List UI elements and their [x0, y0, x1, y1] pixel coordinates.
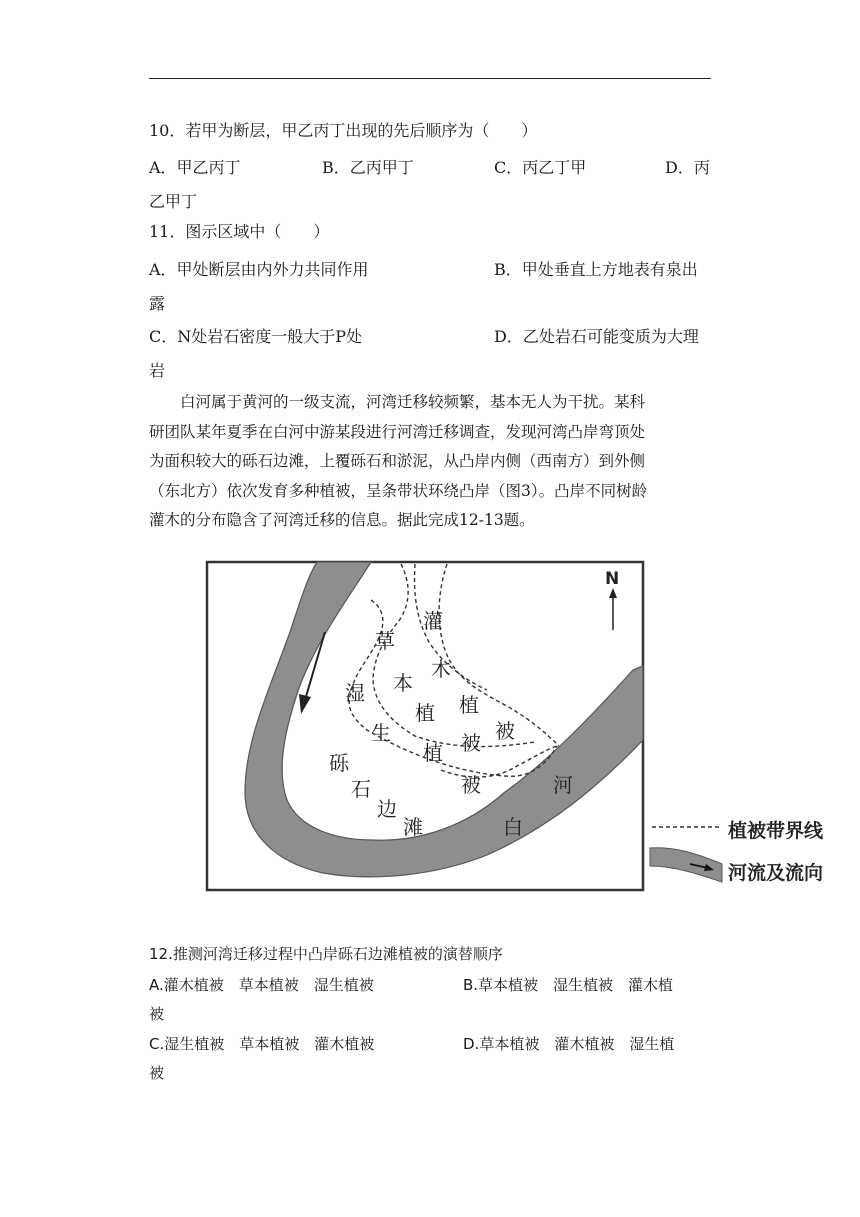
wet-zone-char: 被 [461, 773, 481, 797]
q12-option-d: D.草本植被 灌木植被 湿生植 [463, 1035, 675, 1053]
shrub-zone-char: 植 [459, 693, 479, 717]
q11-option-b-cont: 露 [149, 294, 166, 313]
passage-line: 为面积较大的砾石边滩，上覆砾石和淤泥，从凸岸内侧（西南方）到外侧 [149, 452, 646, 470]
wet-zone-char: 湿 [345, 681, 365, 705]
q12-option-d-cont: 被 [149, 1064, 165, 1082]
gravel-zone-char: 砾 [329, 751, 349, 775]
river-name-char: 白 [503, 815, 523, 839]
q11-option-d: D．乙处岩石可能变质为大理 [494, 327, 699, 346]
q11-option-a: A．甲处断层由内外力共同作用 [149, 260, 369, 279]
north-label: N [605, 569, 620, 589]
legend-river-label: 河流及流向 [728, 862, 824, 884]
herb-zone-char: 被 [461, 731, 481, 755]
passage-line: 白河属于黄河的一级支流，河湾迁移较频繁，基本无人为干扰。某科 [149, 393, 646, 411]
herb-zone-char: 本 [393, 671, 413, 695]
q10-option-c: C．丙乙丁甲 [494, 158, 587, 177]
q12-option-b-cont: 被 [149, 1005, 165, 1023]
q10-option-d: D．丙 [665, 158, 710, 177]
question-10-stem: 10．若甲为断层，甲乙丙丁出现的先后顺序为（ ） [149, 121, 538, 140]
question-11-stem: 11．图示区域中（ ） [149, 222, 330, 241]
passage-line: （东北方）依次发育多种植被，呈条带状环绕凸岸（图3）。凸岸不同树龄 [149, 481, 648, 500]
q12-option-c: C.湿生植被 草本植被 灌木植被 [149, 1035, 375, 1053]
herb-zone-char: 植 [415, 701, 435, 725]
reading-passage [149, 388, 714, 536]
river-bend-map [205, 560, 645, 892]
q11-option-d-cont: 岩 [149, 361, 166, 380]
legend-symbols [648, 812, 728, 886]
wet-zone-char: 植 [423, 741, 443, 765]
shrub-zone-char: 被 [495, 719, 515, 743]
herb-zone-char: 草 [375, 629, 395, 653]
river-name-char: 河 [553, 773, 573, 797]
shrub-zone-char: 灌 [423, 609, 443, 633]
shrub-zone-char: 木 [431, 657, 451, 681]
passage-line: 研团队某年夏季在白河中游某段进行河湾迁移调查，发现河湾凸岸弯顶处 [149, 422, 646, 441]
gravel-zone-char: 滩 [403, 815, 423, 839]
legend-boundary-label: 植被带界线 [728, 820, 824, 842]
q11-option-c: C．N处岩石密度一般大于P处 [149, 327, 363, 346]
question-12-stem: 12.推测河湾迁移过程中凸岸砾石边滩植被的演替顺序 [149, 945, 503, 963]
q11-option-b: B．甲处垂直上方地表有泉出 [494, 260, 698, 279]
q10-option-b: B．乙丙甲丁 [322, 158, 414, 177]
header-rule [149, 78, 711, 79]
q12-option-b: B.草本植被 湿生植被 灌木植 [463, 976, 674, 994]
wet-zone-char: 生 [371, 721, 391, 745]
q10-option-d-cont: 乙甲丁 [149, 192, 198, 211]
gravel-zone-char: 边 [377, 797, 397, 821]
q12-option-a: A.灌木植被 草本植被 湿生植被 [149, 976, 374, 994]
q10-option-a: A．甲乙丙丁 [149, 158, 241, 177]
legend-river-symbol [650, 848, 722, 882]
passage-line: 灌木的分布隐含了河湾迁移的信息。据此完成12-13题。 [149, 511, 535, 529]
map-legend [648, 812, 858, 886]
gravel-zone-char: 石 [351, 777, 371, 801]
